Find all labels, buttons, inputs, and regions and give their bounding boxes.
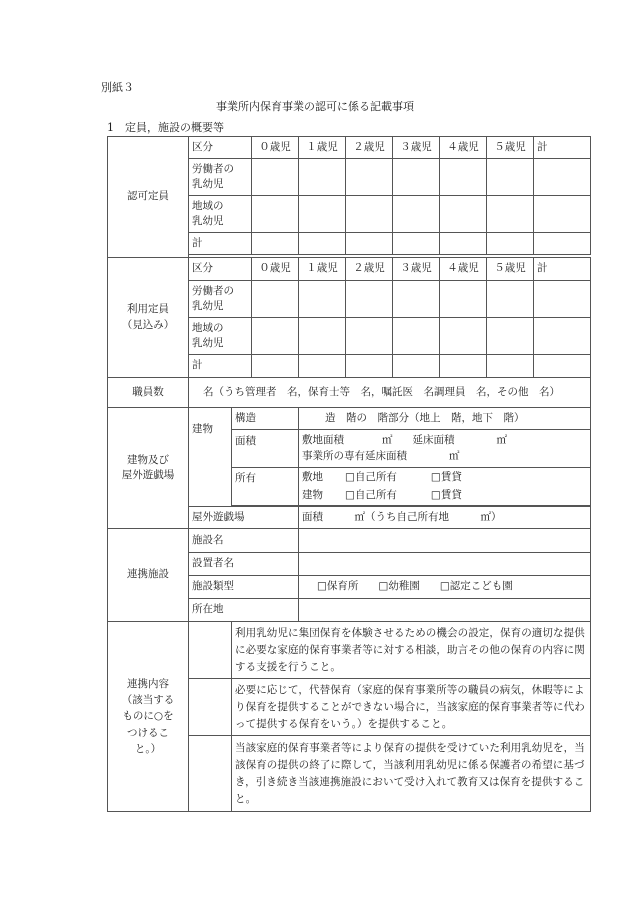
capacity-cell[interactable]	[534, 159, 591, 196]
facility-name-label: 施設名	[189, 529, 299, 553]
usage-header-age0: ０歳児	[252, 258, 299, 281]
usage-cell[interactable]	[346, 281, 393, 318]
capacity-cell[interactable]	[346, 196, 393, 233]
usage-cell[interactable]	[299, 355, 346, 378]
capacity-cell[interactable]	[487, 196, 534, 233]
capacity-cell[interactable]	[299, 196, 346, 233]
structure-label: 構造	[232, 408, 299, 430]
capacity-cell[interactable]	[252, 196, 299, 233]
facility-type-nursery-checkbox[interactable]: □保育所	[317, 580, 359, 593]
capacity-cell[interactable]	[252, 159, 299, 196]
area-text[interactable]: 敷地面積 ㎡ 延床面積 ㎡ 事業所の専有延床面積 ㎡	[299, 430, 591, 468]
outdoor-text[interactable]: 面積 ㎡（うち自己所有地 ㎡）	[299, 507, 591, 529]
capacity-header-age4: ４歳児	[440, 137, 487, 159]
area-label: 面積	[232, 430, 299, 468]
capacity-header-age1: １歳児	[299, 137, 346, 159]
capacity-cell[interactable]	[440, 159, 487, 196]
usage-header-age3: ３歳児	[393, 258, 440, 281]
usage-header-age4: ４歳児	[440, 258, 487, 281]
capacity-label: 認可定員	[108, 137, 189, 258]
cooperation-mark-3[interactable]	[189, 736, 232, 812]
document-label: 別紙３	[101, 81, 134, 94]
usage-header-age5: ５歳児	[487, 258, 534, 281]
capacity-cell[interactable]	[393, 159, 440, 196]
form-table	[107, 136, 591, 812]
capacity-cell[interactable]	[440, 233, 487, 255]
usage-cell[interactable]	[393, 281, 440, 318]
usage-cell[interactable]	[346, 318, 393, 355]
capacity-cell[interactable]	[487, 233, 534, 255]
capacity-cell[interactable]	[440, 196, 487, 233]
building-label: 建物及び 屋外遊戯場	[108, 408, 189, 529]
capacity-cell[interactable]	[299, 159, 346, 196]
facility-type-kodomoen-checkbox[interactable]: □認定こども園	[439, 580, 513, 593]
cooperation-item-2: 必要に応じて，代替保育（家庭的保育事業所等の職員の病気，休暇等により保育を提供することができない場合に，当該家庭的保育事業者等に代わって提供する保育をいう。）を提供すること。	[232, 679, 591, 736]
facility-location-label: 所在地	[189, 599, 299, 622]
cooperation-label: 連携内容 （該当する ものに○を つけるこ と。）	[108, 622, 189, 812]
usage-cell[interactable]	[534, 318, 591, 355]
cooperation-mark-1[interactable]	[189, 622, 232, 679]
capacity-cell[interactable]	[299, 233, 346, 255]
capacity-row-worker: 労働者の 乳幼児	[189, 159, 252, 196]
capacity-cell[interactable]	[534, 196, 591, 233]
staff-text[interactable]: 名（うち管理者 名，保育士等 名，嘱託医 名調理員 名，その他 名）	[189, 378, 591, 408]
capacity-row-total: 計	[189, 233, 252, 255]
page-title: 事業所内保育事業の認可に係る記載事項	[216, 100, 414, 113]
usage-cell[interactable]	[440, 355, 487, 378]
usage-cell[interactable]	[393, 318, 440, 355]
usage-cell[interactable]	[440, 318, 487, 355]
usage-cell[interactable]	[346, 355, 393, 378]
facility-label: 連携施設	[108, 529, 189, 622]
capacity-header-age5: ５歳児	[487, 137, 534, 159]
capacity-cell[interactable]	[393, 196, 440, 233]
usage-cell[interactable]	[487, 355, 534, 378]
usage-row-worker: 労働者の 乳幼児	[189, 281, 252, 318]
staff-label: 職員数	[108, 378, 189, 408]
capacity-header-age0: ０歳児	[252, 137, 299, 159]
facility-name-input[interactable]	[299, 529, 591, 553]
facility-type-kindergarten-checkbox[interactable]: □幼稚園	[378, 580, 420, 593]
usage-cell[interactable]	[487, 318, 534, 355]
capacity-header-age3: ３歳児	[393, 137, 440, 159]
capacity-cell[interactable]	[346, 159, 393, 196]
cooperation-mark-2[interactable]	[189, 679, 232, 736]
usage-label: 利用定員 （見込み）	[108, 258, 189, 378]
usage-cell[interactable]	[487, 281, 534, 318]
facility-location-input[interactable]	[299, 599, 591, 622]
ownership-site-self-checkbox[interactable]: □自己所有	[345, 470, 397, 483]
capacity-cell[interactable]	[346, 233, 393, 255]
usage-header-kubun: 区分	[189, 258, 252, 281]
usage-cell[interactable]	[440, 281, 487, 318]
ownership-building[interactable]: 建物 □自己所有 □賃貸	[299, 487, 591, 506]
ownership-label: 所有	[232, 468, 299, 506]
cooperation-item-1: 利用乳幼児に集団保育を体験させるための機会の設定，保育の適切な提供に必要な家庭的保育事業者等に対する相談，助言その他の保育の内容に関する支援を行うこと。	[232, 622, 591, 679]
ownership-building-self-checkbox[interactable]: □自己所有	[345, 489, 397, 502]
building-sub-label: 建物	[189, 408, 232, 507]
capacity-header-total: 計	[534, 137, 591, 159]
usage-header-total: 計	[534, 258, 591, 281]
usage-cell[interactable]	[299, 318, 346, 355]
capacity-cell[interactable]	[252, 233, 299, 255]
capacity-cell[interactable]	[487, 159, 534, 196]
outdoor-label: 屋外遊戯場	[189, 507, 299, 529]
usage-row-local: 地域の 乳幼児	[189, 318, 252, 355]
facility-type-options	[299, 576, 591, 599]
usage-cell[interactable]	[534, 355, 591, 378]
usage-row-total: 計	[189, 355, 252, 378]
capacity-cell[interactable]	[534, 233, 591, 255]
ownership-building-rent-checkbox[interactable]: □賃貸	[430, 489, 462, 502]
structure-text[interactable]: 造 階の 階部分（地上 階，地下 階）	[299, 408, 591, 430]
ownership-site-rent-checkbox[interactable]: □賃貸	[430, 470, 462, 483]
facility-operator-input[interactable]	[299, 553, 591, 576]
ownership-site[interactable]: 敷地 □自己所有 □賃貸	[299, 468, 591, 487]
capacity-row-local: 地域の 乳幼児	[189, 196, 252, 233]
capacity-header-kubun: 区分	[189, 137, 252, 159]
usage-cell[interactable]	[299, 281, 346, 318]
capacity-cell[interactable]	[393, 233, 440, 255]
usage-header-age1: １歳児	[299, 258, 346, 281]
usage-cell[interactable]	[252, 281, 299, 318]
cooperation-item-3: 当該家庭的保育事業者等により保育の提供を受けていた利用乳幼児を，当該保育の提供の終了に際して，当該利用乳幼児に係る保護者の希望に基づき，引き続き当該連携施設において受け入れて教育又は保育を提供すること。	[232, 736, 591, 812]
facility-operator-label: 設置者名	[189, 553, 299, 576]
usage-header-age2: ２歳児	[346, 258, 393, 281]
section-heading: 1 定員，施設の概要等	[107, 121, 224, 134]
usage-cell[interactable]	[393, 355, 440, 378]
usage-cell[interactable]	[534, 281, 591, 318]
facility-type-label: 施設類型	[189, 576, 299, 599]
capacity-header-age2: ２歳児	[346, 137, 393, 159]
usage-cell[interactable]	[252, 318, 299, 355]
usage-cell[interactable]	[252, 355, 299, 378]
